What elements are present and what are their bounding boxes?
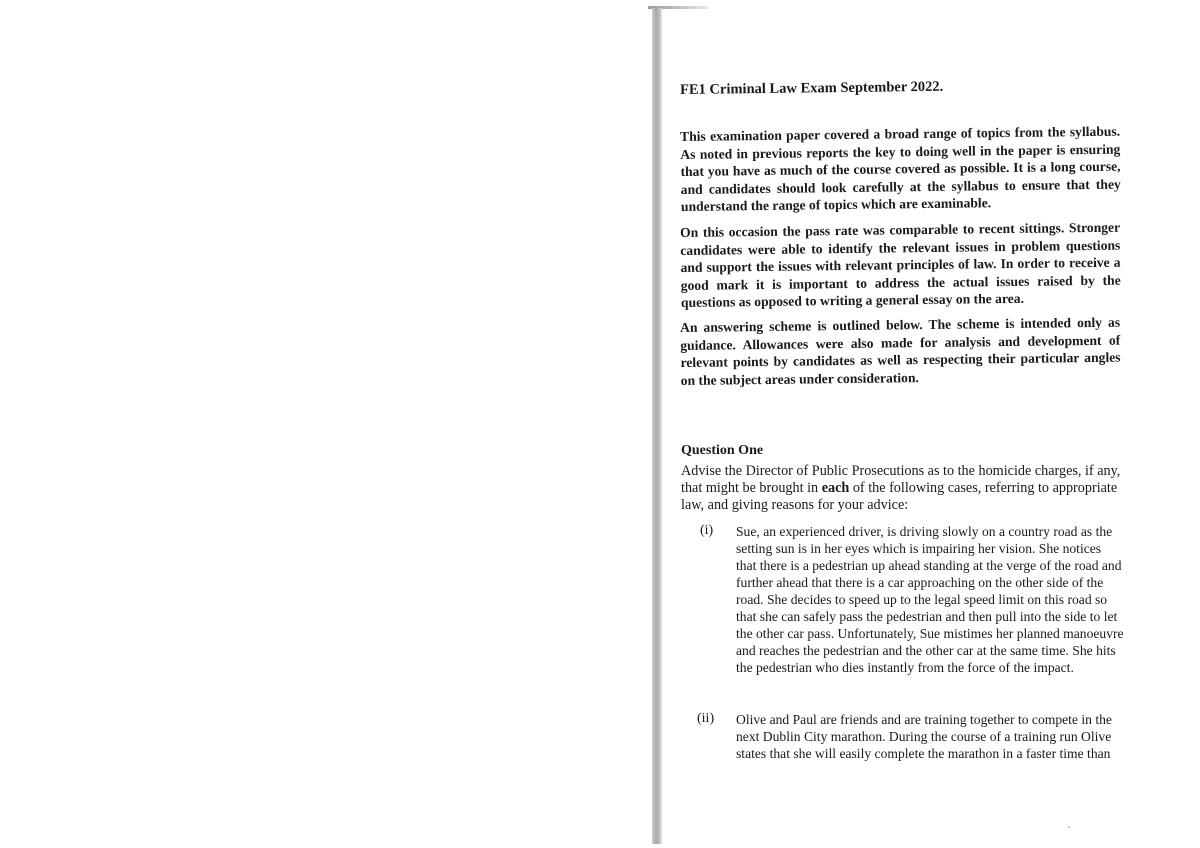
scan-speck	[1068, 826, 1070, 828]
intro-paragraph-3: An answering scheme is outlined below. The scheme is intended only as guidance. Allowances were also made for analysis and development of relevant points by candidates as well as respecting their particular angles on the subject areas under consideration.	[680, 314, 1121, 388]
question-prompt	[681, 463, 1123, 515]
question-prompt-part-2: of the following cases, referring to appropriate law, and giving reasons for your advice:	[681, 480, 1118, 514]
document-title: FE1 Criminal Law Exam September 2022.	[680, 78, 944, 98]
subquestion-number-ii: (ii)	[697, 711, 715, 726]
subquestion-text-i: Sue, an experienced driver, is driving slowly on a country road as the setting sun is in her eyes which is impairing her vision. She notices that there is a pedestrian up ahead standing at the verge of the road and further ahead that there is a car approaching on the other side of the road. She decides to speed up to the legal speed limit on this road so that she can safely pass the pedestrian and then pull into the side to let the other car pass. Unfortunately, Sue mistimes her planned manoeuvre and reaches the pedestrian and the other car at the same time. She hits the pedestrian who dies instantly from the force of the impact.	[736, 524, 1124, 675]
question-prompt-emphasis: each	[821, 480, 850, 497]
question-prompt-part-1: Advise the Director of Public Prosecutions as to the homicide charges, if any, that might be brought in	[681, 463, 1121, 497]
intro-paragraph-1: This examination paper covered a broad range of topics from the syllabus. As noted in previous reports the key to doing well in the paper is ensuring that you have as much of the course covered as possible. It is a long course, and candidates should look carefully at the syllabus to ensure that they understand the range of topics which are examinable.	[680, 123, 1121, 215]
subquestion-text-ii: Olive and Paul are friends and are training together to compete in the next Dublin City marathon. During the course of a training run Olive states that she will easily complete the marathon in a faster time than	[736, 712, 1112, 761]
subquestion-number-i: (i)	[700, 523, 714, 538]
question-heading: Question One	[681, 443, 764, 458]
page-binding-edge	[652, 8, 662, 844]
intro-paragraph-2: On this occasion the pass rate was comparable to recent sittings. Stronger candidates were able to identify the relevant issues in problem questions and support the issues with relevant principles of law. In order to receive a good mark it is important to address the actual issues raised by the questions as opposed to writing a general essay on the area.	[680, 219, 1121, 311]
